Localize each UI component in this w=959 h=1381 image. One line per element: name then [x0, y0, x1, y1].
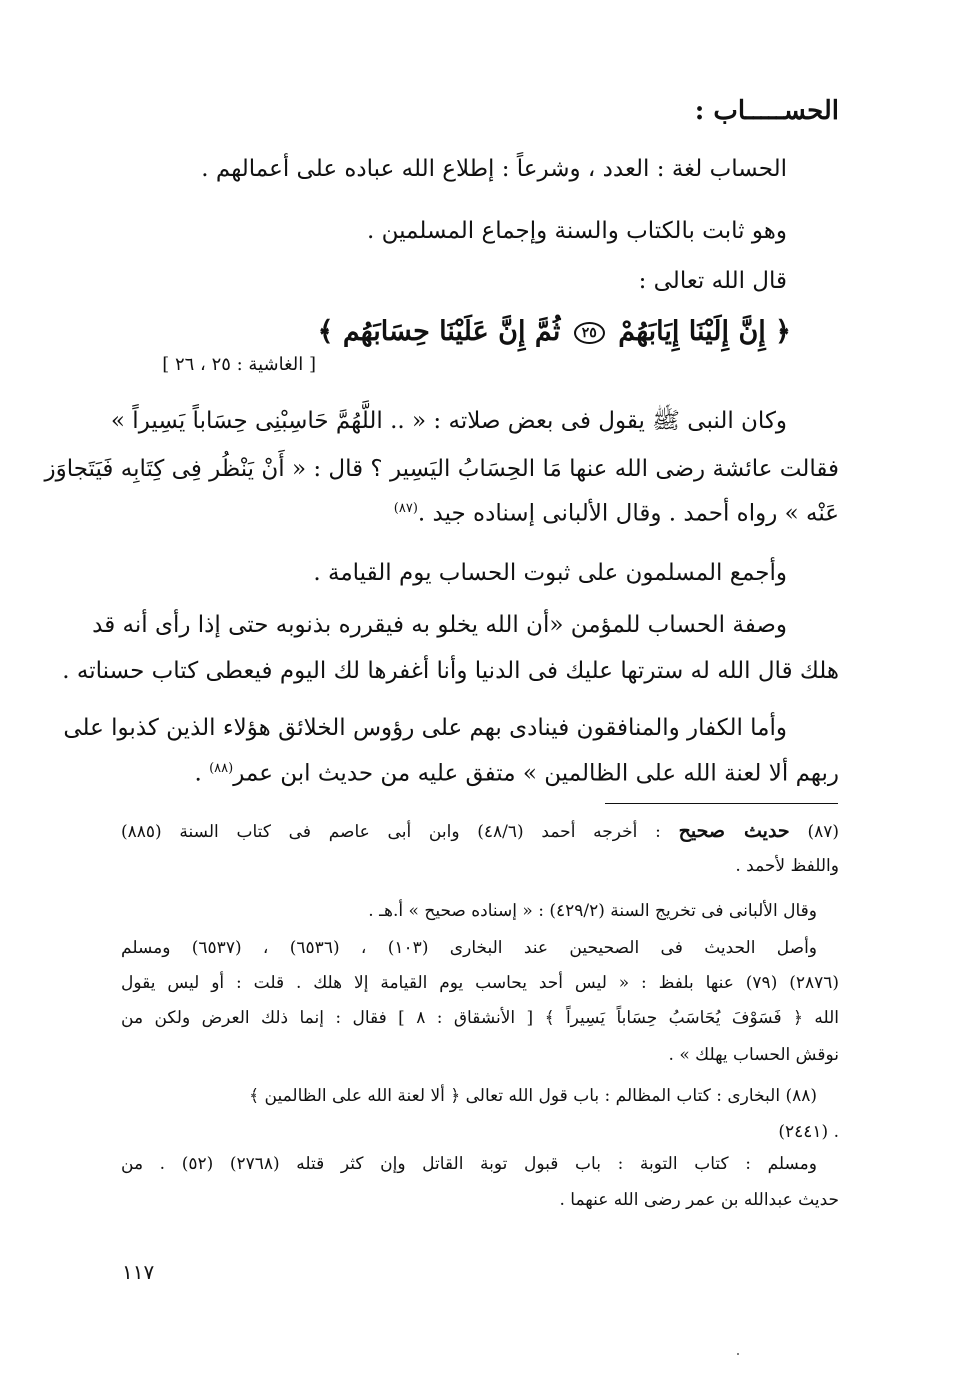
- verse-part-two: ثُمَّ إِنَّ عَلَيْنَا حِسَابَهُم ﴾: [317, 316, 561, 347]
- footnote-87-grade: حديث صحيح: [678, 820, 790, 842]
- footnote-88-line2: (٢٤٤١) .: [778, 1122, 839, 1142]
- footnote-separator: [605, 803, 838, 804]
- footnote-87-text: : أخرجه أحمد (٤٨/٦) وابن أبى عاصم فى كتاب السنة (٨٨٥): [121, 822, 661, 842]
- paragraph-proof: وهو ثابت بالكتاب والسنة وإجماع المسلمين .: [366, 218, 787, 244]
- footnote-ref-88: (٨٨): [209, 761, 234, 776]
- footnote-87-line5: (٢٨٧٦) (٧٩) عنها بلفظ : « ليس أحد يحاسب يوم القيامة إلا هلك . قلت : أو ليس يقول: [121, 973, 840, 993]
- paragraph-prophet-line3: [394, 502, 839, 526]
- footnote-87-line6: الله ﴿ فَسَوْفَ يُحَاسَبُ حِسَاباً يَسِيراً ﴾ [ الأنشقاق : ٨ ] فقال : إنما ذلك العرض ولكن من: [121, 1008, 839, 1028]
- footnote-87-number: (٨٧): [807, 822, 839, 842]
- paragraph-prophet-line2: فقالت عائشة رضى الله عنها مَا الحِسَابُ اليَسِير ؟ قال : « أَنْ يَنْظُر فِى كِتَابِه فَيَتَجاوَز: [44, 456, 839, 482]
- paragraph-verse-intro: قال الله تعالى :: [638, 268, 787, 294]
- paragraph-disbelievers-line2-text: ربهم ألا لعنة الله على الظالمين » متفق عليه من حديث ابن عمر: [233, 760, 839, 787]
- section-heading: الحســـــاب :: [694, 96, 839, 126]
- footnote-ref-87: (٨٧): [393, 501, 418, 516]
- footnote-88-line1: (٨٨) البخارى : كتاب المظالم : باب قول الله تعالى ﴿ ألا لعنة الله على الظالمين ﴾: [249, 1086, 817, 1106]
- footnote-87-line2: واللفظ لأحمد .: [735, 856, 839, 876]
- paragraph-definition: الحساب لغة : العدد ، وشرعاً : إطلاع الله عباده على أعمالهم .: [201, 156, 787, 182]
- paragraph-prophet-line3-text: عَنْه » رواه أحمد . وقال الألبانى إسناده جيد .: [417, 500, 839, 527]
- verse-number-marker: ٢٥: [574, 322, 605, 344]
- footnote-88-line3: ومسلم : كتاب التوبة : باب قبول توبة القاتل وإن كثر قتله (٢٧٦٨) (٥٢) . من: [121, 1154, 817, 1174]
- paragraph-disbelievers-line2-end: .: [194, 760, 202, 787]
- quran-verse: [318, 318, 791, 345]
- paragraph-disbelievers-line2: [194, 762, 839, 786]
- paragraph-disbelievers-line1: وأما الكفار والمنافقون فينادى بهم على رؤوس الخلائق هؤلاء الذين كذبوا على: [63, 715, 787, 741]
- paragraph-believer-line2: هلك قال الله له سترتها عليك فى الدنيا وأنا أغفرها لك اليوم فيعطى كتاب حسناته .: [62, 658, 839, 684]
- paragraph-consensus: وأجمع المسلمون على ثبوت الحساب يوم القيامة .: [313, 560, 787, 586]
- paragraph-believer-line1: وصفة الحساب للمؤمن «أن الله يخلو به فيقرره بذنوبه حتى إذا رأى أنه قد: [92, 612, 787, 638]
- footnote-88-line4: حديث عبدالله بن عمر رضى الله عنهما .: [559, 1190, 839, 1210]
- verse-reference: [ الغاشية : ٢٥ ، ٢٦ ]: [162, 354, 316, 375]
- paragraph-prophet-line1: وكان النبى ﷺ يقول فى بعض صلاته : « .. اللَّهُمَّ حَاسِبْنِى حِسَاباً يَسِيراً »: [110, 408, 787, 434]
- footnote-87-line1: [121, 822, 839, 841]
- footnote-87-line7: نوقش الحساب يهلك » .: [668, 1045, 839, 1065]
- footnote-87-line4: وأصل الحديث فى الصحيحين عند البخارى (١٠٣) ، (٦٥٣٦) ، (٦٥٣٧) ومسلم: [121, 938, 818, 958]
- footnote-87-line3: وقال الألبانى فى تخريج السنة (٤٢٩/٢) : « إسناده صحيح » أ.هـ .: [368, 901, 817, 921]
- print-speck: [737, 1353, 739, 1355]
- verse-part-one: ﴿ إِنَّ إِلَيْنَا إِيَابَهُمْ: [618, 316, 791, 347]
- page-number: ١١٧: [122, 1260, 155, 1284]
